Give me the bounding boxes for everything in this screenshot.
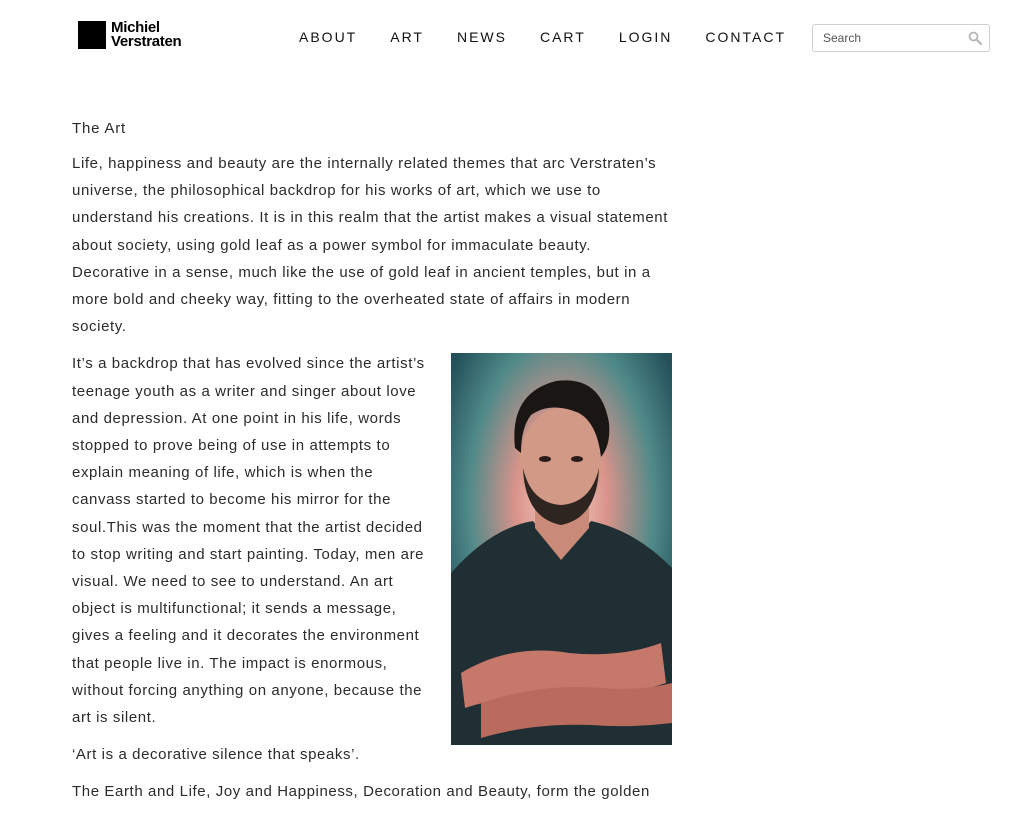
logo-line-1: Michiel: [111, 19, 160, 36]
portrait-illustration: [451, 353, 672, 745]
nav-login[interactable]: LOGIN: [618, 29, 673, 45]
article-title: The Art: [72, 120, 126, 137]
article-quote: ‘Art is a decorative silence that speaks’.: [72, 746, 360, 764]
nav-cart[interactable]: CART: [539, 29, 586, 45]
nav-about[interactable]: ABOUT: [299, 29, 358, 45]
search-box: [812, 24, 990, 52]
article-paragraph-2: It’s a backdrop that has evolved since the artist’s teenage youth as a writer and singer about love and depression. At one point in his life, words stopped to prove being of use in attempts to explain meaning of life, which is when the canvass started to become his mirror for the soul.This was the moment that the artist decided to stop writing and start painting. Today, men are visual. We need to see to understand. An art object is multifunctional; it sends a message, gives a feeling and it decorates the environment that people live in. The impact is enormous, without forcing anything on anyone, because the art is silent.: [72, 355, 425, 727]
search-icon[interactable]: [968, 31, 982, 45]
site-logo[interactable]: [78, 20, 181, 50]
logo-line-2: Verstraten: [111, 33, 182, 50]
main-nav: [299, 29, 786, 45]
nav-news[interactable]: NEWS: [456, 29, 507, 45]
article: [72, 118, 672, 816]
nav-contact[interactable]: CONTACT: [705, 29, 787, 45]
logo-mark: [78, 21, 106, 49]
article-paragraph-3: The Earth and Life, Joy and Happiness, Decoration and Beauty, form the golden: [72, 783, 650, 801]
search-input[interactable]: [813, 25, 963, 51]
nav-art[interactable]: ART: [390, 29, 424, 45]
logo-text: [111, 21, 181, 49]
artist-portrait: [451, 353, 672, 745]
article-paragraph-1: Life, happiness and beauty are the internally related themes that arc Verstraten’s universe, the philosophical backdrop for his works of art, which we use to understand his creations. It is in this realm that the artist makes a visual statement about society, using gold leaf as a power symbol for immaculate beauty. Decorative in a sense, much like the use of gold leaf in ancient temples, but in a more bold and cheeky way, fitting to the overheated state of affairs in modern society.: [72, 155, 669, 336]
